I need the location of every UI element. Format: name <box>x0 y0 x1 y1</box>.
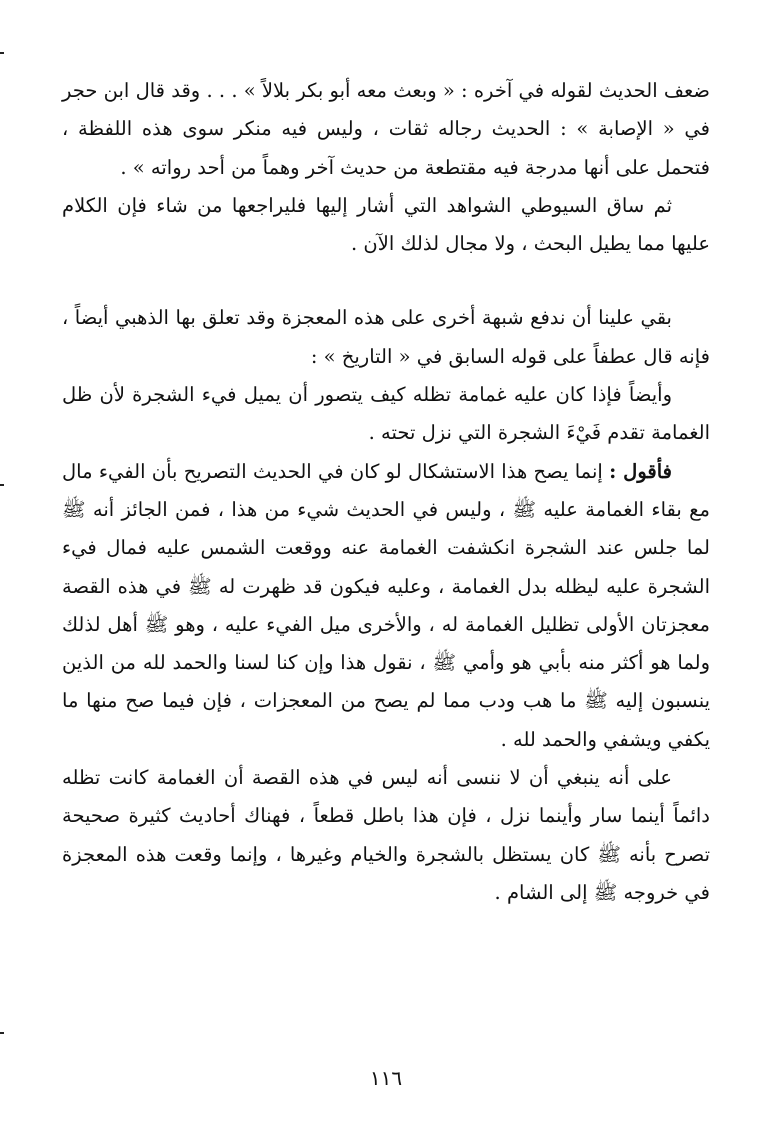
section-gap <box>62 263 710 299</box>
page-body <box>62 72 710 912</box>
page-number: ١١٦ <box>369 1066 403 1090</box>
paragraph-conclusion: على أنه ينبغي أن لا ننسى أنه ليس في هذه القصة أن الغمامة كانت تظله دائماً أينما سار وأينما نزل ، فإن هذا باطل قطعاً ، فهناك أحاديث كثيرة صحيحة تصرح بأنه ﷺ كان يستظل بالشجرة والخيام وغيرها ، وإنما وقعت هذه المعجزة في خروجه ﷺ إلى الشام . <box>62 766 710 904</box>
paragraph-dhahabi-quote: وأيضاً فإذا كان عليه غمامة تظله كيف يتصور أن يميل فيء الشجرة لأن ظل الغمامة تقدم فَيْءَ الشجرة التي نزل تحته . <box>62 383 710 445</box>
margin-mark <box>0 1032 4 1034</box>
paragraph-reply <box>62 453 710 759</box>
paragraph-hadith-weakness: ضعف الحديث لقوله في آخره : « وبعث معه أبو بكر بلالاً » . . . وقد قال ابن حجر في « الإصابة » : الحديث رجاله ثقات ، وليس فيه منكر سوى هذه اللفظة ، فتحمل على أنها مدرجة فيه مقتطعة من حديث آخر وهماً من أحد رواته » . <box>62 79 710 179</box>
paragraph-another-doubt: بقي علينا أن ندفع شبهة أخرى على هذه المعجزة وقد تعلق بها الذهبي أيضاً ، فإنه قال عطفاً على قوله السابق في « التاريخ » : <box>62 306 710 368</box>
margin-mark <box>0 484 4 486</box>
paragraph-suyuti-witnesses: ثم ساق السيوطي الشواهد التي أشار إليها فليراجعها من شاء فإن الكلام عليها مما يطيل البحث ، ولا مجال لذلك الآن . <box>62 193 710 256</box>
reply-lead: فأقول : <box>609 459 672 483</box>
reply-text: إنما يصح هذا الاستشكال لو كان في الحديث التصريح بأن الفيء مال مع بقاء الغمامة عليه ﷺ ، وليس في الحديث شيء من هذا ، فمن الجائز أنه ﷺ لما جلس عند الشجرة انكشفت الغمامة عنه ووقعت الشمس عليه فمال فيء الشجرة عليه ليظله بدل الغمامة ، وعليه فيكون قد ظهرت له ﷺ في هذه القصة معجزتان الأولى تظليل الغمامة له ، والأخرى ميل الفيء عليه ، وهو ﷺ أهل لذلك ولما هو أكثر منه بأبي هو وأمي ﷺ ، نقول هذا وإن كنا لسنا والحمد لله من الذين ينسبون إليه ﷺ ما هب ودب مما لم يصح من المعجزات ، فإن فيما صح منها ما يكفي ويشفي والحمد لله . <box>62 459 710 751</box>
margin-mark <box>0 52 4 54</box>
